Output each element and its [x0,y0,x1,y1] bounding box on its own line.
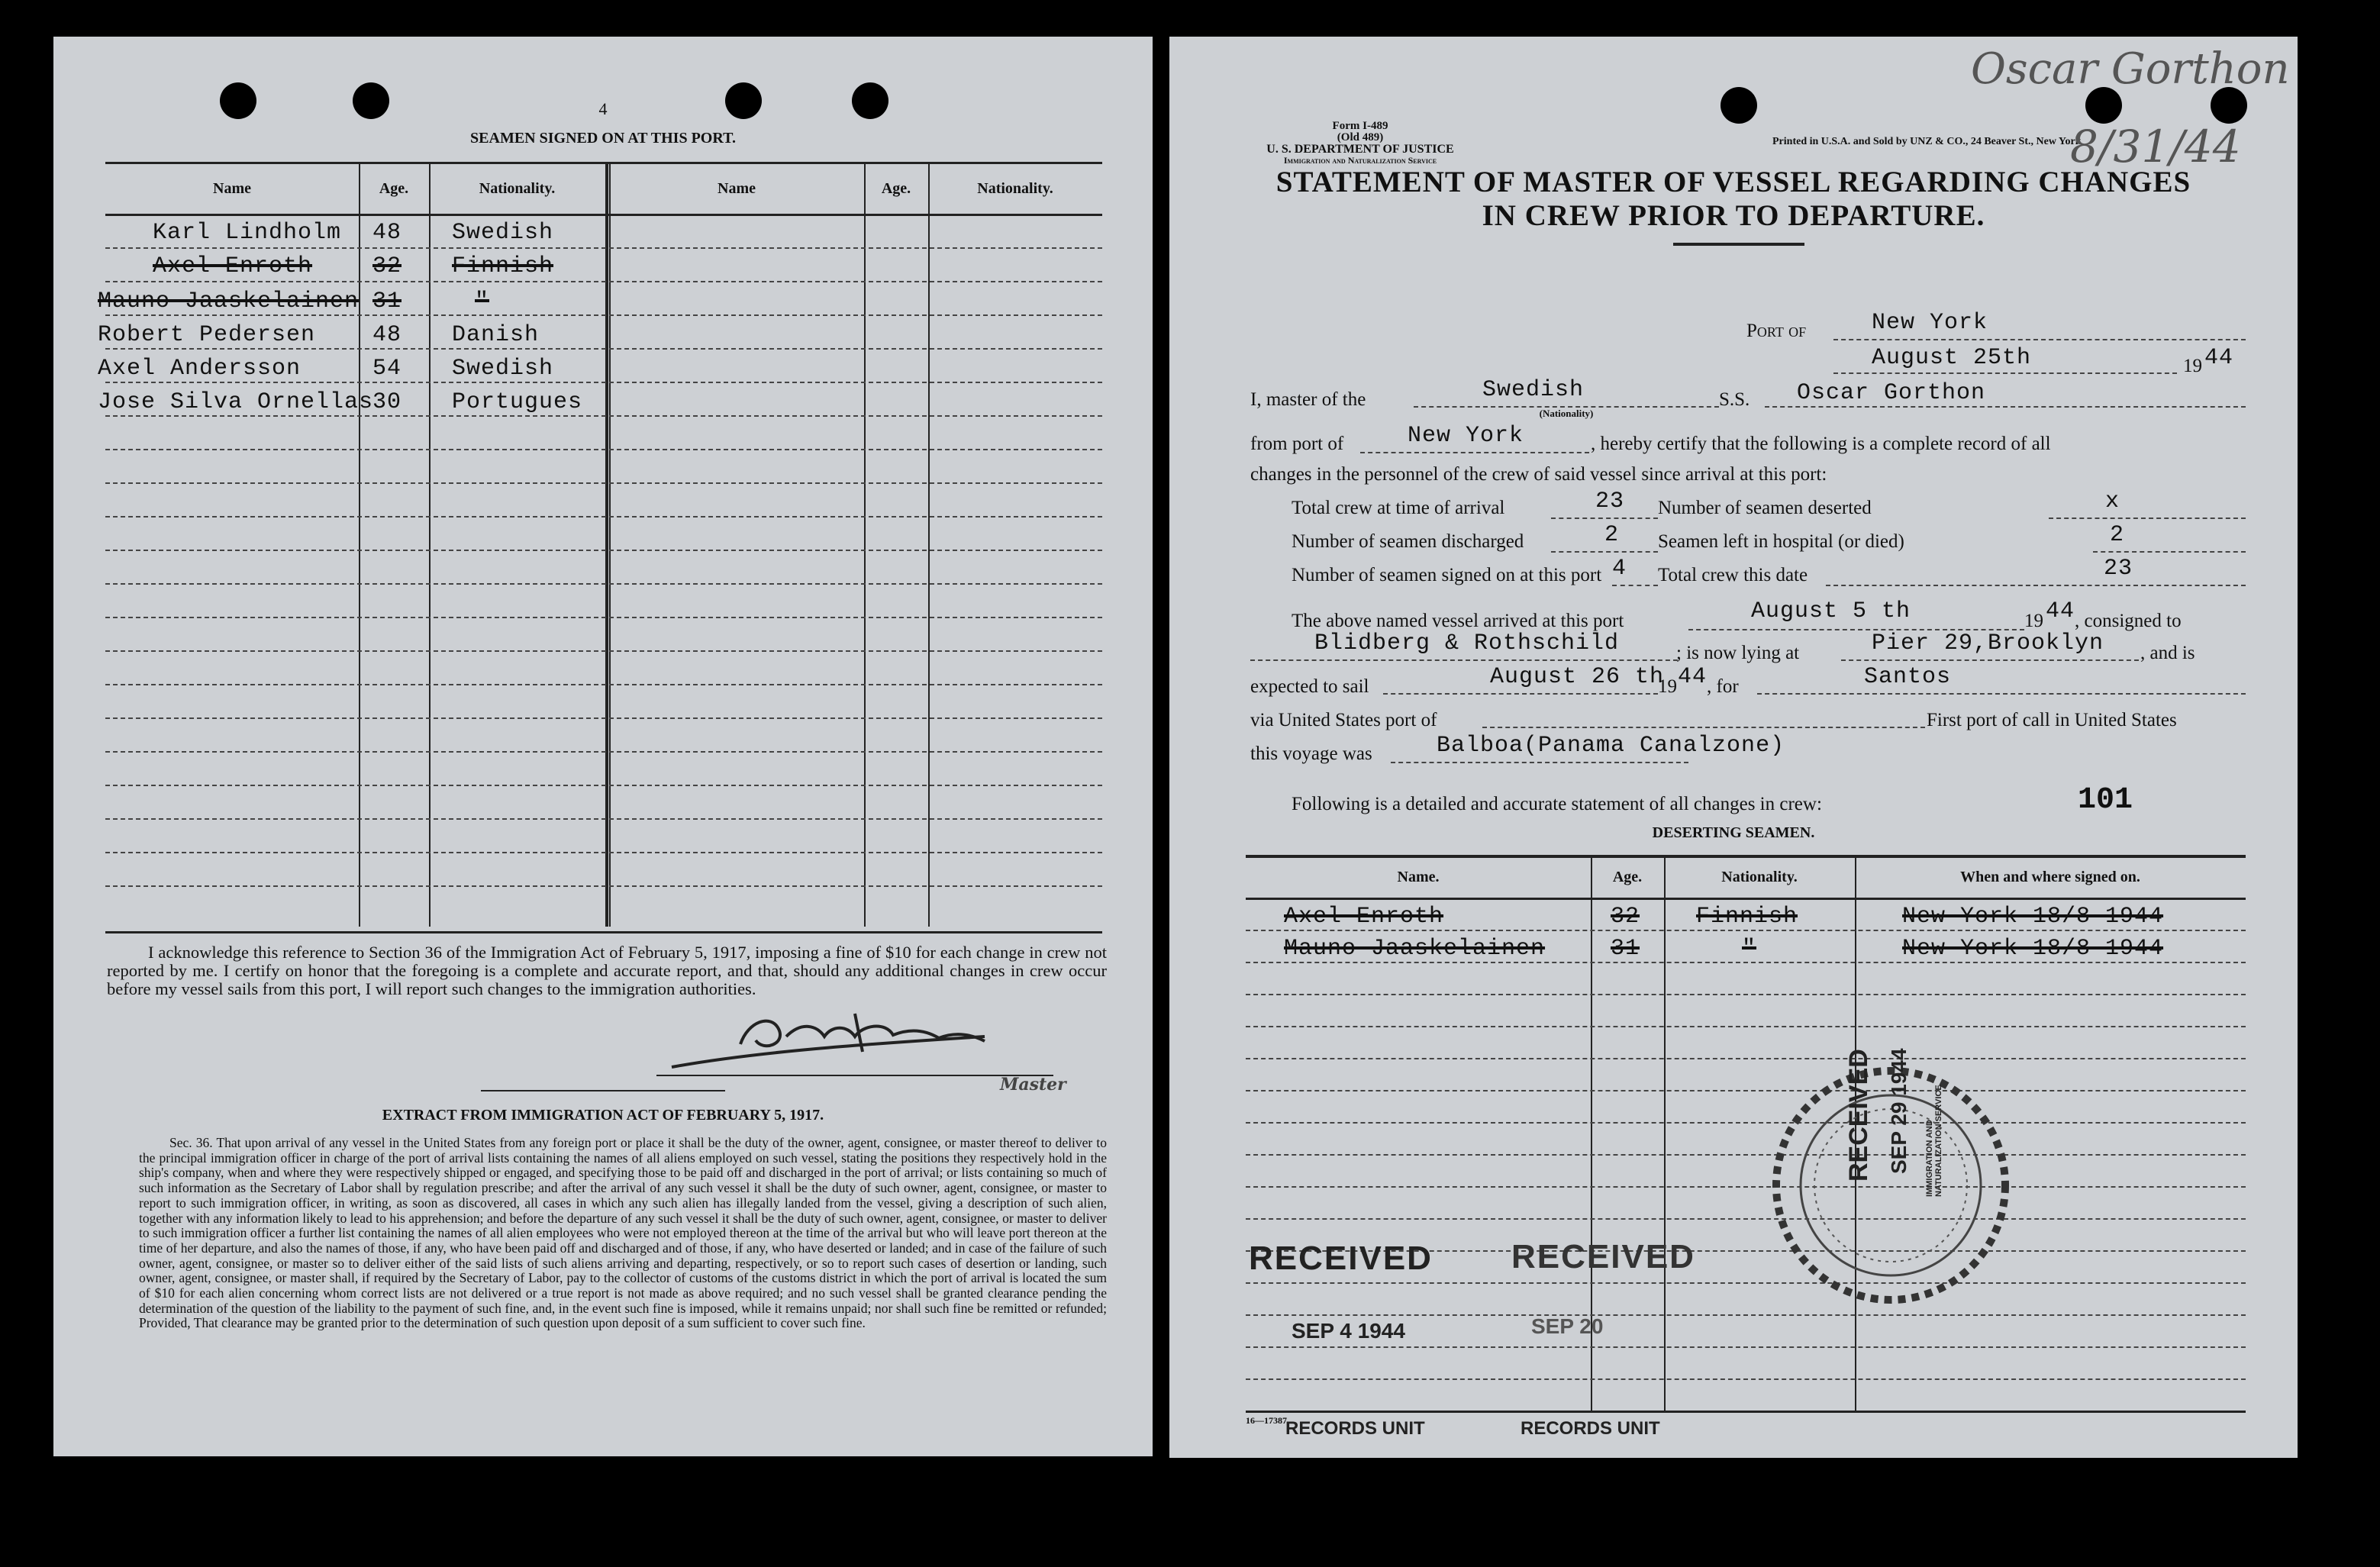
nationality-caption: (Nationality) [1539,408,1594,419]
table-bottom-rule [105,931,1102,933]
printer-line: Printed in U.S.A. and Sold by UNZ & CO., 24 Beaver St., New York [1772,136,2082,147]
arrived-year: 44 [2046,598,2075,624]
row-rule [105,482,1102,484]
extract-text: Sec. 36. That upon arrival of any vessel in the United States from any foreign port or place it shall be the duty of the owner, agent, consignee, or master thereof to deliver to the principal immigration officer in charge of the port of arrival lists containing the names of all aliens employed on such vessel, stating the positions they respectively hold in the ship's company, when and where they were respectively shipped or engaged, and specifying those to be paid off and discharged in the port of arrival; or lists containing so much of such information as the Secretary of Labor shall by regulation prescribe; and after the arrival of any such vessel it shall be the duty of such owner, agent, consignee, or master to report to such immigration officer, in writing, as soon as discovered, all cases in which any such alien has illegally landed from the vessel, giving a description of such alien, together with any information likely to lead to his apprehension; and before the departure of any such vessel it shall be the duty of such owner, agent, consignee, or master to deliver to such immigration officer a further list containing the names of all alien employees who were not employed thereon at the time of the arrival but who will leave port thereon at the time of her departure, and also the names of those, if any, who have been paid off and discharged and of those, if any, who have deserted or landed; and in case of the failure of such owner, agent, consignee, or master so to deliver either of the said lists of such aliens arriving and departing, respectively, or so to report such cases of desertion or landing, such owner, agent, consignee, or master shall, if required by the Secretary of Labor, pay to the collector of customs of the customs district in which the port of arrival is located the sum of $10 for each alien concerning whom correct lists are not delivered or a true report is not made as above required; and no such vessel shall be granted clearance pending the determination of the question of the liability to the payment of such fine, and, in the event such fine is imposed, while it remains unpaid; nor shall such fine be remitted or refunded; Provided, That clearance may be granted prior to the determination of such question upon deposit of a sum sufficient to cover such fine. [139,1135,1107,1331]
row-rule [105,785,1102,786]
row-rule [105,650,1102,652]
des-row-rule [1246,1346,2246,1348]
nationality-value: Swedish [1482,377,1585,403]
for-label: , for [1707,676,1739,697]
row-age: 54 [372,356,402,382]
des-table-top [1246,855,2246,858]
year-prefix: 19 [2183,356,2202,376]
form-header [1200,121,1521,166]
row-rule [105,314,1102,316]
des-col-divider [1664,856,1666,1411]
hospital-value: 2 [2110,522,2125,548]
round-stamp-date: SEP 29 1944 [1887,1048,1911,1174]
row-name: Robert Pedersen [98,322,316,348]
form-number: Form I-489 [1332,120,1388,132]
col-divider [359,163,360,927]
deserter-age: 31 [1611,936,1640,962]
row-age-struck: 31 [372,289,402,314]
des-row-rule [1246,1314,2246,1316]
row-age-struck: 32 [372,253,402,279]
header-nationality: Nationality. [479,180,556,197]
title-rule [1673,243,1804,246]
and-is-label: , and is [2140,643,2195,663]
des-table-header-rule [1246,898,2246,900]
voyage-label: this voyage was [1250,743,1372,764]
service: Immigration and Naturalization Service [1283,155,1437,166]
from-port-label: from port of [1250,434,1344,454]
round-stamp-service: IMMIGRATION AND NATURALIZATION SERVICE [1925,1085,1943,1197]
row-rule [105,382,1102,383]
arrived-label: The above named vessel arrived at this port [1292,611,1624,631]
punch-hole [1721,87,1757,124]
des-table-bottom [1246,1411,2246,1413]
port-value: New York [1872,310,1988,336]
acknowledgment-text: I acknowledge this reference to Section 36 of the Immigration Act of February 5, 1917, imposing a fine of $10 for each change in crew not reported by me. I certify on honor that the foregoing is a complete and accurate report, and that, should any additional changes in crew occur before my vessel sails from this port, I will report such changes to the immigration authorities. [107,943,1107,998]
row-nationality: Swedish [452,220,554,246]
des-row-rule [1246,1090,2246,1091]
destination-value: Santos [1864,664,1952,690]
from-port-line [1360,452,1589,453]
signature-role: Master [1000,1075,1066,1095]
deserter-age: 32 [1611,904,1640,930]
right-page [1169,37,2298,1458]
consignee-value: Blidberg & Rothschild [1314,630,1620,656]
signed-on-line [1612,585,1658,586]
voyage-line [1391,762,1688,763]
row-name: Axel Andersson [98,356,302,382]
total-crew-date-value: 23 [2104,556,2133,582]
signed-on-label: Number of seamen signed on at this port [1292,565,1602,585]
row-rule [105,717,1102,719]
received-stamp-1: RECEIVED [1249,1240,1433,1277]
stamp-number: 101 [2078,783,2133,817]
handwritten-note: Oscar Gorthon [1971,44,2290,94]
first-port-label: First port of call in United States [1927,710,2177,730]
deserter-name: Axel Enroth [1284,904,1444,930]
header-nationality-2: Nationality. [977,180,1053,197]
row-rule [105,415,1102,417]
department: U. S. DEPARTMENT OF JUSTICE [1266,143,1454,156]
row-name: Karl Lindholm [153,220,342,246]
row-rule [105,617,1102,618]
des-header-signed: When and where signed on. [1960,869,2140,885]
col-divider [429,163,431,927]
header-age-2: Age. [881,180,911,197]
changes-text: changes in the personnel of the crew of said vessel since arrival at this port: [1250,464,1827,485]
sail-year: 44 [1678,664,1708,690]
master-label: I, master of the [1250,389,1366,410]
row-age: 48 [372,220,402,246]
via-line [1482,727,1925,728]
deserting-title: DESERTING SEAMEN. [1652,824,1815,841]
form-old: (Old 489) [1337,131,1384,143]
total-crew-arrival-line [1551,517,1658,519]
row-rule [105,885,1102,887]
round-stamp-received: RECEIVED [1844,1049,1873,1182]
row-name-struck: Axel Enroth [153,253,313,279]
total-crew-arrival-label: Total crew at time of arrival [1292,498,1505,518]
row-nationality-struck: Finnish [452,253,554,279]
title-line-2: IN CREW PRIOR TO DEPARTURE. [1482,199,1985,232]
certify-text: , hereby certify that the following is a complete record of all [1591,434,2051,454]
des-row-rule [1246,1154,2246,1156]
header-age: Age. [379,180,409,197]
discharged-line [1551,551,1658,553]
hospital-line [2093,551,2246,553]
des-header-name: Name. [1397,869,1440,885]
des-row-rule [1246,1378,2246,1380]
sail-year-prefix: 19 [1658,676,1677,697]
sail-date-line [1383,693,1658,695]
col-divider [864,163,866,927]
row-nationality: Danish [452,322,540,348]
discharged-value: 2 [1604,522,1620,548]
row-rule [105,583,1102,585]
master-signature [664,998,1061,1082]
received-date-2: SEP 20 [1531,1314,1604,1338]
table-top-rule [105,162,1102,164]
date-line [1833,372,2177,374]
lying-line [1841,659,2139,661]
row-name: Jose Silva Ornellas [98,389,374,415]
vessel-line [1765,406,2246,408]
received-date-1: SEP 4 1944 [1292,1319,1405,1343]
extract-rule [481,1090,725,1091]
expected-label: expected to sail [1250,676,1369,697]
des-header-age: Age. [1612,869,1643,885]
via-label: via United States port of [1250,710,1437,730]
des-row-rule [1246,962,2246,963]
row-nationality: Portugues [452,389,583,415]
consignee-line [1250,659,1678,661]
port-label: Port of [1746,321,1807,341]
des-row-rule [1246,1026,2246,1027]
deserter-signed: New York 18/8 1944 [1902,904,2164,930]
des-row-rule [1246,1186,2246,1188]
col-divider [605,163,608,927]
table-header-rule [105,214,1102,216]
signed-on-value: 4 [1612,556,1627,582]
des-row-rule [1246,1282,2246,1284]
row-nationality: Swedish [452,356,554,382]
row-rule [105,684,1102,685]
row-rule [105,818,1102,820]
row-rule [105,516,1102,517]
title-line-1: STATEMENT OF MASTER OF VESSEL REGARDING CHANGES [1275,166,2191,198]
row-rule [105,281,1102,282]
hospital-label: Seamen left in hospital (or died) [1658,531,1904,552]
header-name-2: Name [718,180,756,197]
extract-title: EXTRACT FROM IMMIGRATION ACT OF FEBRUARY 5, 1917. [382,1107,824,1124]
row-rule [105,449,1102,450]
des-row-rule [1246,1058,2246,1059]
row-age: 30 [372,389,402,415]
total-crew-arrival-value: 23 [1595,488,1625,514]
vessel-value: Oscar Gorthon [1797,380,1986,406]
deserted-label: Number of seamen deserted [1658,498,1872,518]
following-text: Following is a detailed and accurate statement of all changes in crew: [1292,794,1822,814]
signature-line [656,1075,1053,1076]
discharged-label: Number of seamen discharged [1292,531,1524,552]
records-unit-2: RECORDS UNIT [1521,1418,1660,1439]
deserter-nationality: " [1742,936,1757,962]
date-value: August 25th [1872,345,2032,371]
col-divider [928,163,930,927]
total-crew-date-line [1826,585,2246,586]
arrived-year-prefix: 19 [2024,611,2043,631]
year-value: 44 [2204,345,2234,371]
form-code: 16—17387 [1246,1415,1287,1426]
arrived-value: August 5 th [1751,598,1911,624]
page-number: 4 [598,99,608,118]
lying-value: Pier 29,Brooklyn [1872,630,2104,656]
sail-date-value: August 26 th [1490,664,1665,690]
row-rule [105,550,1102,551]
row-age: 48 [372,322,402,348]
des-row-rule [1246,994,2246,995]
handwritten-date: 8/31/44 [2070,121,2241,172]
row-rule [105,247,1102,249]
received-stamp-2: RECEIVED [1511,1238,1695,1275]
row-rule [105,348,1102,350]
des-header-nationality: Nationality. [1721,869,1798,885]
left-page [53,37,1153,1456]
consigned-label: , consigned to [2075,611,2182,631]
des-row-rule [1246,1218,2246,1220]
des-row-rule [1246,930,2246,931]
destination-line [1757,693,2246,695]
deserted-line [2049,517,2246,519]
port-line [1833,339,2246,340]
row-rule [105,751,1102,753]
col-divider [609,163,611,927]
deserter-nationality: Finnish [1696,904,1798,930]
row-nationality-struck: " [475,289,490,314]
row-rule [105,852,1102,853]
deserted-value: x [2105,488,2120,514]
ss-label: S.S. [1719,389,1750,410]
section-title: SEAMEN SIGNED ON AT THIS PORT. [470,130,736,147]
deserter-name: Mauno Jaaskelainen [1284,936,1546,962]
records-unit-1: RECORDS UNIT [1285,1418,1425,1439]
total-crew-date-label: Total crew this date [1658,565,1808,585]
des-row-rule [1246,1122,2246,1124]
row-name-struck: Mauno Jaaskelainen [98,289,360,314]
from-port-value: New York [1408,423,1524,449]
header-name: Name [213,180,251,197]
voyage-value: Balboa(Panama Canalzone) [1437,733,1785,759]
deserter-signed: New York 18/8 1944 [1902,936,2164,962]
lying-label: ; is now lying at [1676,643,1800,663]
